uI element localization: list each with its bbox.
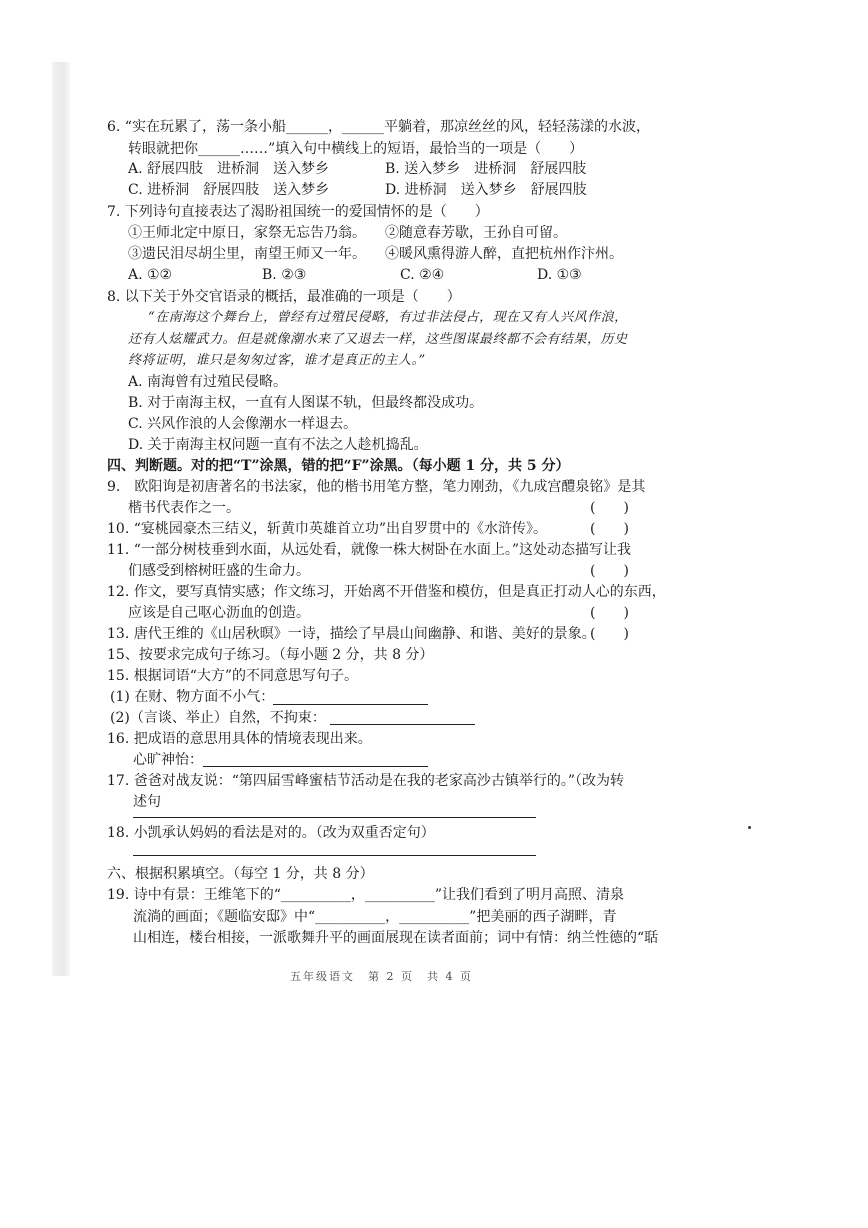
q8-line1: 8. 以下关于外交官语录的概括，最准确的一项是（ ） (107, 289, 461, 305)
q7-sentence-4: ④暖风熏得游人醉，直把杭州作汴州。 (385, 246, 623, 262)
q12-line1: 12. 作文，要写真情实感；作文练习，开始离不开借鉴和模仿，但是真正打动人心的东西， (107, 584, 666, 600)
q19-line1: 19. 诗中有景：王维笔下的“__________，__________”让我们看到了明月高照、清泉 (107, 887, 625, 903)
q11-line2: 们感受到榕树旺盛的生命力。 (128, 563, 310, 579)
q6-line1: 6. “实在玩累了，荡一条小船______，______平躺着，那凉丝丝的风，轻轻荡漾的水波， (107, 119, 650, 135)
q10-line: 10. “宴桃园豪杰三结义，斩黄巾英雄首立功”出自罗贯中的《水浒传》。 (107, 521, 548, 537)
q7-sentence-3: ③遗民泪尽胡尘里，南望王师又一年。 (128, 246, 366, 262)
q7-option-b: B. ②③ (262, 267, 307, 283)
q6-option-d: D. 进桥洞 送入梦乡 舒展四肢 (385, 182, 587, 198)
q6-line2: 转眼就把你______……”填入句中横线上的短语，最恰当的一项是（ ） (128, 141, 584, 157)
q7-line1: 7. 下列诗句直接表达了渴盼祖国统一的爱国情怀的是（ ） (107, 204, 489, 220)
section5-heading: 15、按要求完成句子练习。（每小题 2 分，共 8 分） (107, 647, 434, 663)
q15-part1: (1) 在财、物方面不小气： (110, 689, 275, 705)
q18-line: 18. 小凯承认妈妈的看法是对的。（改为双重否定句） (107, 825, 435, 841)
q12-line2: 应该是自己呕心沥血的创造。 (128, 605, 310, 621)
q7-option-a: A. ①② (128, 267, 173, 283)
q7-sentence-1: ①王师北定中原日，家祭无忘告乃翁。 (128, 225, 366, 241)
page-footer: 五年级语文 第 2 页 共 4 页 (290, 970, 473, 983)
q7-sentence-2: ②随意春芳歇，王孙自可留。 (385, 225, 567, 241)
q8-option-a: A. 南海曾有过殖民侵略。 (128, 374, 288, 390)
q6-option-c: C. 进桥洞 舒展四肢 送入梦乡 (128, 182, 330, 198)
q8-quote-line1: “在南海这个舞台上，曾经有过殖民侵略，有过非法侵占，现在又有人兴风作浪， (148, 310, 628, 325)
q16-line: 16. 把成语的意思用具体的情境表现出来。 (107, 731, 372, 747)
q19-line3: 山相连，楼台相接，一派歌舞升平的画面展现在读者面前；词中有情：纳兰性德的“聒 (133, 930, 659, 946)
q13-line: 13. 唐代王维的《山居秋暝》一诗，描绘了早晨山间幽静、和谐、美好的景象。 (107, 626, 596, 642)
q17-line1: 17. 爸爸对战友说：“第四届雪峰蜜桔节活动是在我的老家高沙古镇举行的。”（改为转 (107, 773, 625, 789)
q16-idiom: 心旷神怡： (133, 752, 203, 768)
q6-option-b: B. 送入梦乡 进桥洞 舒展四肢 (385, 161, 587, 177)
q17-answer-line[interactable] (133, 817, 536, 818)
q8-quote-line3: 终将证明，谁只是匆匆过客，谁才是真正的主人。” (128, 353, 426, 368)
q9-line1: 9. 欧阳询是初唐著名的书法家，他的楷书用笔方整，笔力刚劲，《九成宫醴泉铭》是其 (107, 479, 646, 495)
q15-part1-answer-line[interactable] (273, 704, 428, 705)
q13-answer-paren[interactable]: ( ) (590, 626, 629, 642)
q10-answer-paren[interactable]: ( ) (590, 521, 629, 537)
q12-answer-paren[interactable]: ( ) (590, 605, 629, 621)
q8-option-d: D. 关于南海主权问题一直有不法之人趁机捣乱。 (128, 437, 428, 453)
q15-part2-answer-line[interactable] (330, 724, 475, 725)
q9-answer-paren[interactable]: ( ) (590, 500, 629, 516)
q7-option-c: C. ②④ (400, 267, 445, 283)
q15-line: 15. 根据词语“大方”的不同意思写句子。 (107, 668, 359, 684)
section4-heading: 四、判断题。对的把“T”涂黑，错的把“F”涂黑。（每小题 1 分，共 5 分） (107, 458, 570, 474)
q7-option-d: D. ①③ (537, 267, 582, 283)
q8-option-b: B. 对于南海主权，一直有人图谋不轨，但最终都没成功。 (128, 395, 484, 411)
q11-line1: 11. “一部分树枝垂到水面，从远处看，就像一株大树卧在水面上。”这处动态描写让我 (107, 542, 632, 558)
q11-answer-paren[interactable]: ( ) (590, 563, 629, 579)
q18-answer-line[interactable] (133, 855, 536, 856)
q19-line2: 流淌的画面；《题临安邸》中“__________，__________”把美丽的西子湖畔，青 (133, 909, 617, 925)
q8-quote-line2: 还有人炫耀武力。但是就像潮水来了又退去一样，这些图谋最终都不会有结果，历史 (128, 332, 628, 347)
section6-heading: 六、根据积累填空。（每空 1 分，共 8 分） (107, 866, 374, 882)
q9-line2: 楷书代表作之一。 (128, 500, 240, 516)
q8-option-c: C. 兴风作浪的人会像潮水一样退去。 (128, 416, 358, 432)
q16-answer-line[interactable] (203, 766, 428, 767)
q15-part2: (2)（言谈、举止）自然，不拘束： (110, 710, 326, 726)
q17-line2: 述句 (133, 794, 161, 810)
q6-option-a: A. 舒展四肢 进桥洞 送入梦乡 (128, 161, 330, 177)
scan-speck (748, 826, 751, 829)
